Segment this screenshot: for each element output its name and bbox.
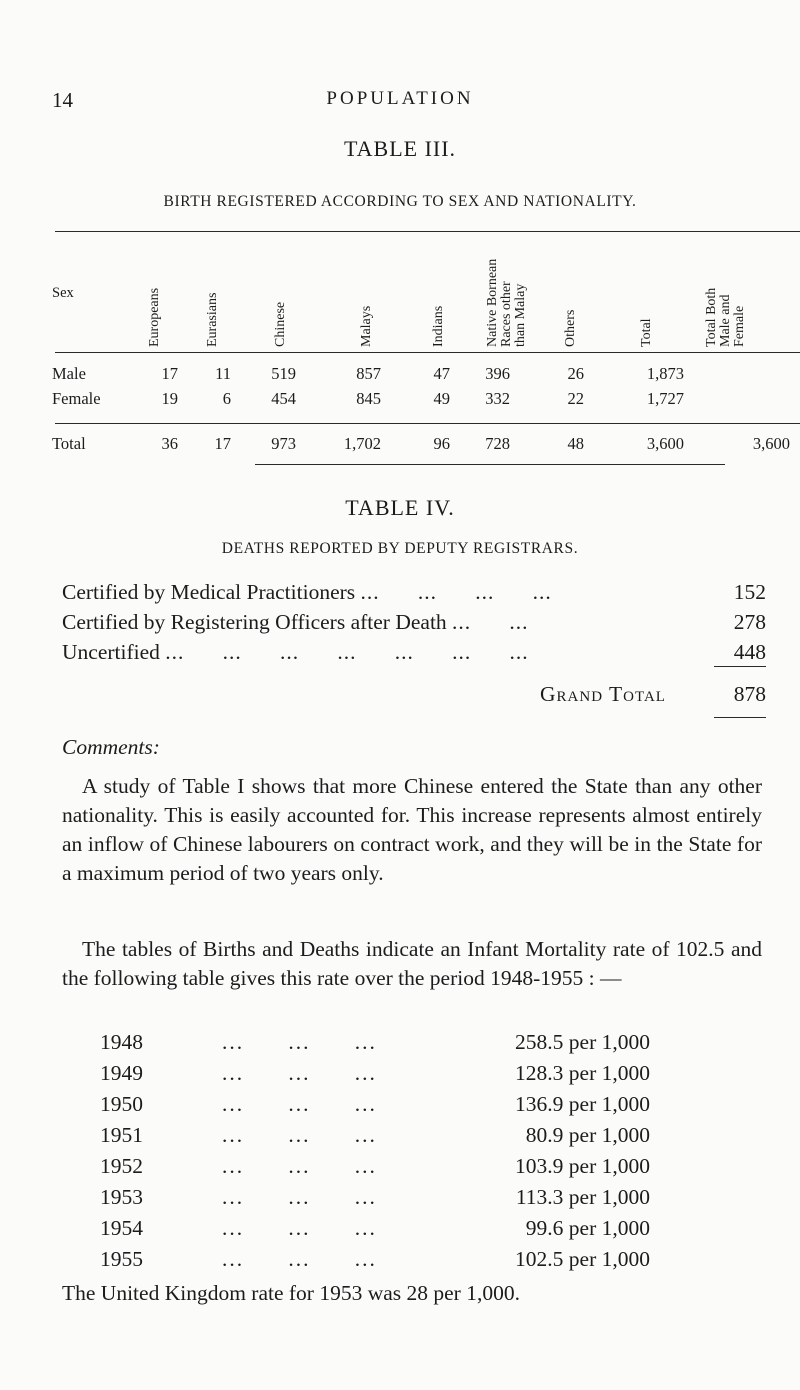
table3-title: TABLE III. [343,136,457,161]
header-native-bornean: Native Bornean Races other than Malay [485,258,528,347]
cell-chinese: 519 [271,364,296,383]
leader-dots: ... ... ... [222,1185,377,1209]
comments-paragraph-2: The tables of Births and Deaths indicate an Infant Mortality rate of 102.5 and the following table gives this rate over the period 1948-1955 : — [62,937,762,990]
table3-bottom-rule [255,464,725,465]
cell-chinese: 454 [271,389,296,408]
deaths-line-value: 448 [733,640,766,664]
cell-native: 728 [485,434,510,453]
cell-europeans: 17 [161,364,178,383]
cell-malays: 1,702 [343,434,381,453]
cell-malays: 845 [356,389,381,408]
rate-value: 113.3 per 1,000 [515,1185,650,1209]
deaths-line-label: Certified by Medical Practitioners [62,580,356,604]
comments-heading: Comments: [62,735,160,759]
header-indians: Indians [431,305,446,347]
cell-total: 3,600 [646,434,684,453]
cell-eurasians: 11 [215,364,231,383]
cell-others: 22 [567,389,584,408]
rate-value: 99.6 per 1,000 [525,1216,650,1240]
grand-total-value: 878 [733,682,766,706]
leader-dots: ... ... ... [222,1154,377,1178]
table3-header-rule [55,352,800,353]
header-chinese: Chinese [273,301,288,347]
grand-total-bottom-rule [714,717,766,718]
rate-value: 80.9 per 1,000 [525,1123,650,1147]
cell-sex: Male [52,364,86,383]
rate-year: 1955 [100,1247,143,1271]
table3-top-rule [55,231,800,232]
rate-year: 1954 [100,1216,143,1240]
cell-europeans: 36 [161,434,178,453]
header-malays: Malays [359,305,374,347]
table4-subtitle: DEATHS REPORTED BY DEPUTY REGISTRARS. [221,540,579,557]
cell-others: 26 [567,364,584,383]
table3-total-rule [55,423,800,424]
header-total-both: Total Both Male and Female [704,287,747,347]
header-europeans: Europeans [147,287,162,347]
rate-year: 1953 [100,1185,143,1209]
cell-total-both: 3,600 [752,434,790,453]
cell-native: 332 [485,389,510,408]
leader-dots: ... ... [452,610,529,634]
cell-sex: Total [52,434,86,453]
leader-dots: ... ... ... [222,1123,377,1147]
deaths-line-label: Uncertified [62,640,160,664]
leader-dots: ... ... ... ... ... ... ... [165,640,529,664]
header-others: Others [563,309,578,347]
page-number: 14 [52,88,73,112]
rate-year: 1950 [100,1092,143,1116]
cell-indians: 47 [433,364,450,383]
header-eurasians: Eurasians [205,292,220,347]
cell-eurasians: 6 [222,389,231,408]
cell-indians: 49 [433,389,450,408]
cell-malays: 857 [356,364,381,383]
cell-total: 1,727 [646,389,684,408]
leader-dots: ... ... ... [222,1247,377,1271]
rate-value: 128.3 per 1,000 [515,1061,650,1085]
cell-eurasians: 17 [214,434,231,453]
deaths-line-value: 152 [733,580,766,604]
table3-subtitle: BIRTH REGISTERED ACCORDING TO SEX AND NATIONALITY. [163,193,637,210]
leader-dots: ... ... ... [222,1030,377,1054]
cell-chinese: 973 [271,434,296,453]
leader-dots: ... ... ... [222,1092,377,1116]
grand-total-top-rule [714,666,766,667]
table4-title: TABLE IV. [345,495,455,520]
rate-year: 1951 [100,1123,143,1147]
cell-europeans: 19 [161,389,178,408]
rate-year: 1952 [100,1154,143,1178]
leader-dots: ... ... ... ... [360,580,552,604]
header-total: Total [639,318,654,347]
leader-dots: ... ... ... [222,1061,377,1085]
cell-indians: 96 [433,434,450,453]
header-sex: Sex [52,285,74,301]
leader-dots: ... ... ... [222,1216,377,1240]
rate-value: 258.5 per 1,000 [515,1030,650,1054]
closing-sentence: The United Kingdom rate for 1953 was 28 per 1,000. [62,1281,520,1305]
cell-sex: Female [52,389,101,408]
cell-native: 396 [485,364,510,383]
grand-total-label: Grand Total [540,682,666,706]
rate-value: 102.5 per 1,000 [515,1247,650,1271]
deaths-line-value: 278 [733,610,766,634]
rate-year: 1948 [100,1030,143,1054]
cell-total: 1,873 [646,364,684,383]
rate-value: 136.9 per 1,000 [515,1092,650,1116]
cell-others: 48 [567,434,584,453]
comments-paragraph-1: A study of Table I shows that more Chinese entered the State than any other nationality. This is easily accounted for. This increase represents almost entirely an inflow of Chinese labourers on contract work, and they will be in the State for a maximum period of two years only. [62,774,762,885]
rate-year: 1949 [100,1061,143,1085]
rate-value: 103.9 per 1,000 [515,1154,650,1178]
deaths-line-label: Certified by Registering Officers after Death [62,610,447,634]
running-head: POPULATION [326,88,474,109]
